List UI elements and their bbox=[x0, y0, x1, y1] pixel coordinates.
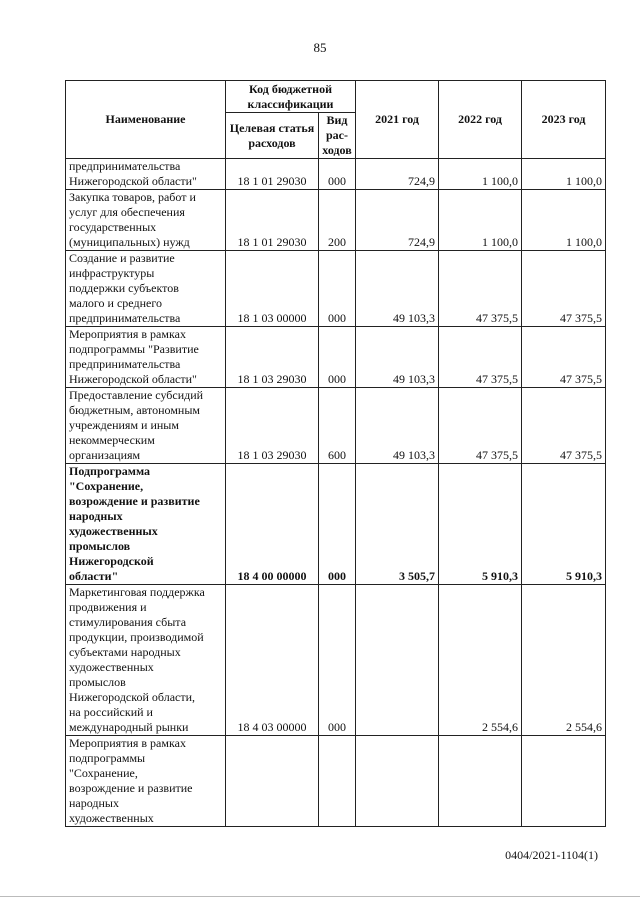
row-target-article bbox=[226, 736, 319, 827]
header-target-article: Целевая статья расходов bbox=[226, 113, 319, 159]
header-2023: 2023 год bbox=[522, 81, 606, 159]
header-2021: 2021 год bbox=[356, 81, 439, 159]
table-row bbox=[66, 190, 606, 251]
row-value-2022 bbox=[439, 736, 522, 827]
row-value-2021: 724,9 bbox=[356, 159, 439, 190]
table-row bbox=[66, 585, 606, 736]
row-value-2022: 5 910,3 bbox=[439, 464, 522, 585]
row-value-2022: 47 375,5 bbox=[439, 251, 522, 327]
table-row bbox=[66, 388, 606, 464]
row-expense-type: 200 bbox=[319, 190, 356, 251]
row-value-2021: 49 103,3 bbox=[356, 388, 439, 464]
row-value-2022: 1 100,0 bbox=[439, 190, 522, 251]
row-target-article: 18 1 03 00000 bbox=[226, 251, 319, 327]
table-row bbox=[66, 736, 606, 827]
row-value-2023: 1 100,0 bbox=[522, 190, 606, 251]
row-name: Закупка товаров, работ и услуг для обеспечения государственных (муниципальных) нужд bbox=[66, 190, 226, 251]
page-number: 85 bbox=[313, 40, 327, 55]
header-2022: 2022 год bbox=[439, 81, 522, 159]
row-value-2022: 47 375,5 bbox=[439, 327, 522, 388]
row-value-2022: 47 375,5 bbox=[439, 388, 522, 464]
header-classification: Код бюджетной классификации bbox=[226, 81, 356, 113]
row-expense-type: 000 bbox=[319, 251, 356, 327]
table-row bbox=[66, 464, 606, 585]
budget-table bbox=[65, 80, 606, 827]
row-target-article: 18 4 03 00000 bbox=[226, 585, 319, 736]
row-expense-type: 600 bbox=[319, 388, 356, 464]
row-expense-type bbox=[319, 736, 356, 827]
row-value-2021 bbox=[356, 585, 439, 736]
row-value-2023: 1 100,0 bbox=[522, 159, 606, 190]
row-value-2023 bbox=[522, 736, 606, 827]
row-name: Предоставление субсидий бюджетным, автономным учреждениям и иным некоммерческим организациям bbox=[66, 388, 226, 464]
row-value-2022: 1 100,0 bbox=[439, 159, 522, 190]
row-value-2023: 5 910,3 bbox=[522, 464, 606, 585]
row-value-2021: 49 103,3 bbox=[356, 327, 439, 388]
row-name: Маркетинговая поддержка продвижения и стимулирования сбыта продукции, производимой субъектами народных художественных промыслов Нижегородской области, на российский и международный рынки bbox=[66, 585, 226, 736]
row-target-article: 18 1 03 29030 bbox=[226, 388, 319, 464]
row-value-2023: 47 375,5 bbox=[522, 327, 606, 388]
table-row bbox=[66, 327, 606, 388]
document-code: 0404/2021-1104(1) bbox=[505, 848, 598, 862]
row-value-2023: 2 554,6 bbox=[522, 585, 606, 736]
table-body bbox=[66, 159, 606, 827]
table-row bbox=[66, 159, 606, 190]
row-name: Создание и развитие инфраструктуры поддержки субъектов малого и среднего предпринимательства bbox=[66, 251, 226, 327]
row-target-article: 18 1 01 29030 bbox=[226, 190, 319, 251]
table-row bbox=[66, 251, 606, 327]
row-target-article: 18 1 03 29030 bbox=[226, 327, 319, 388]
scan-edge-divider bbox=[0, 896, 640, 897]
row-value-2023: 47 375,5 bbox=[522, 251, 606, 327]
row-value-2022: 2 554,6 bbox=[439, 585, 522, 736]
row-target-article: 18 1 01 29030 bbox=[226, 159, 319, 190]
row-target-article: 18 4 00 00000 bbox=[226, 464, 319, 585]
header-expense-type: Вид рас-ходов bbox=[319, 113, 356, 159]
row-name: предпринимательства Нижегородской области" bbox=[66, 159, 226, 190]
row-expense-type: 000 bbox=[319, 585, 356, 736]
row-expense-type: 000 bbox=[319, 159, 356, 190]
header-name: Наименование bbox=[66, 81, 226, 159]
row-value-2021: 49 103,3 bbox=[356, 251, 439, 327]
row-expense-type: 000 bbox=[319, 327, 356, 388]
row-value-2021: 3 505,7 bbox=[356, 464, 439, 585]
row-name: Мероприятия в рамках подпрограммы "Сохранение, возрождение и развитие народных художественных bbox=[66, 736, 226, 827]
row-name: Мероприятия в рамках подпрограммы "Развитие предпринимательства Нижегородской области" bbox=[66, 327, 226, 388]
row-expense-type: 000 bbox=[319, 464, 356, 585]
row-value-2021: 724,9 bbox=[356, 190, 439, 251]
row-value-2023: 47 375,5 bbox=[522, 388, 606, 464]
row-value-2021 bbox=[356, 736, 439, 827]
row-name: Подпрограмма "Сохранение, возрождение и развитие народных художественных промыслов Нижегородской области" bbox=[66, 464, 226, 585]
